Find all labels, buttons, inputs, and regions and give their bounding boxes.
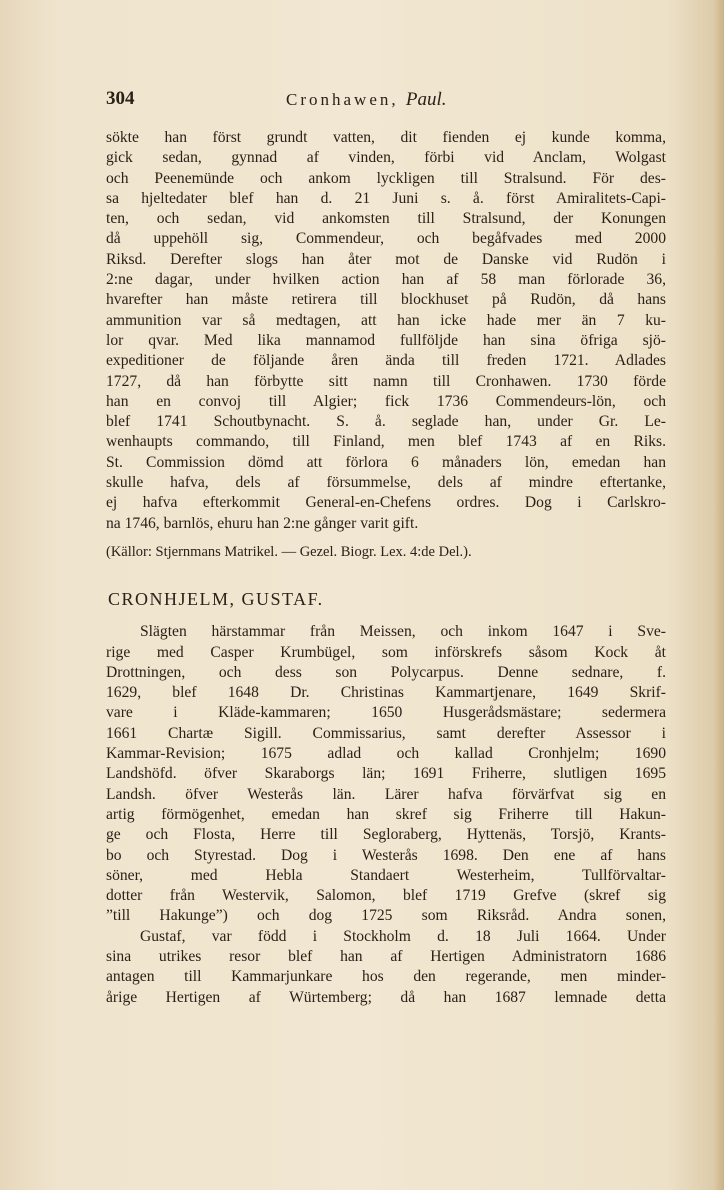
text-line: lor qvar. Med lika mannamod fullföljde han sina öfriga sjö- xyxy=(106,331,666,349)
text-line: ”till Hakunge”) och dog 1725 som Riksråd. Andra sonen, xyxy=(106,907,666,925)
text-line: ammunition var så medtagen, att han icke hade mer än 7 ku- xyxy=(106,311,666,329)
text-line: St. Commission dömd att förlora 6 månaders lön, emedan han xyxy=(106,453,666,471)
text-line: dotter från Westervik, Salomon, blef 1719 Grefve (skref sig xyxy=(106,887,666,905)
source-citation: (Källor: Stjernmans Matrikel. — Gezel. Biogr. Lex. 4:de Del.). xyxy=(106,543,472,560)
text-line: skulle hafva, dels af försummelse, dels af mindre eftertanke, xyxy=(106,474,666,492)
text-line: blef 1741 Schoutbynacht. S. å. seglade han, under Gr. Le- xyxy=(106,413,666,431)
text-line: 1727, då han förbytte sitt namn till Cronhawen. 1730 förde xyxy=(106,372,666,390)
text-line: antagen till Kammarjunkare hos den regerande, men minder- xyxy=(106,968,666,986)
text-line: expeditioner de följande åren ända till freden 1721. Adlades xyxy=(106,352,666,370)
text-line: 1661 Chartæ Sigill. Commissarius, samt derefter Assessor i xyxy=(106,724,666,742)
text-line: wenhaupts commando, till Finland, men blef 1743 af en Riks. xyxy=(106,433,666,451)
text-line: hvarefter han måste retirera till blockhuset på Rudön, då hans xyxy=(106,291,666,309)
text-line: söner, med Hebla Standaert Westerheim, Tullförvaltar- xyxy=(106,866,666,884)
text-line: Drottningen, och dess son Polycarpus. Denne sednare, f. xyxy=(106,663,666,681)
page-number: 304 xyxy=(106,88,135,109)
text-line: ej hafva efterkommit General-en-Chefens ordres. Dog i Carlskro- xyxy=(106,494,666,512)
text-line: Landshöfd. öfver Skaraborgs län; 1691 Friherre, slutligen 1695 xyxy=(106,765,666,783)
text-line: gick sedan, gynnad af vinden, förbi vid Anclam, Wolgast xyxy=(106,149,666,167)
text-line: ge och Flosta, Herre till Segloraberg, Hyttenäs, Torsjö, Krants- xyxy=(106,826,666,844)
page-header xyxy=(106,88,666,114)
running-head-given-name: Paul. xyxy=(405,89,447,110)
text-line: och Peenemünde och ankom lyckligen till Stralsund. För des- xyxy=(106,169,666,187)
text-line: bo och Styrestad. Dog i Westerås 1698. Den ene af hans xyxy=(106,846,666,864)
text-line: ten, och sedan, vid ankomsten till Stralsund, der Konungen xyxy=(106,210,666,228)
text-line: sökte han först grundt vatten, dit fienden ej kunde komma, xyxy=(106,129,666,146)
cronhjelm-entry xyxy=(106,622,666,1008)
text-line: 2:ne dagar, under hvilken action han af 58 man förlorade 36, xyxy=(106,271,666,289)
text-line: sina utrikes resor blef han af Hertigen Administratorn 1686 xyxy=(106,947,666,965)
text-line: sa hjeltedater blef han d. 21 Juni s. å. först Amiralitets-Capi- xyxy=(106,189,666,207)
text-line: Kammar-Revision; 1675 adlad och kallad Cronhjelm; 1690 xyxy=(106,745,666,763)
text-line: Gustaf, var född i Stockholm d. 18 Juli 1664. Under xyxy=(140,927,666,945)
body-text xyxy=(106,128,666,1008)
running-head-surname: Cronhawen, xyxy=(286,90,399,109)
running-head xyxy=(286,89,447,111)
text-line: då uppehöll sig, Commendeur, och begåfvades med 2000 xyxy=(106,230,666,248)
cronhawen-entry-continuation xyxy=(106,128,666,534)
text-line: rige med Casper Krumbügel, som införskrefs såsom Kock åt xyxy=(106,643,666,661)
text-line: årige Hertigen af Würtemberg; då han 1687 lemnade detta xyxy=(106,988,666,1006)
text-line: Landsh. öfver Westerås län. Lärer hafva förvärfvat sig en xyxy=(106,785,666,803)
text-line: 1629, blef 1648 Dr. Christinas Kammartjenare, 1649 Skrif- xyxy=(106,684,666,702)
text-line: artig förmögenhet, emedan han skref sig Friherre till Hakun- xyxy=(106,805,666,823)
text-line: Slägten härstammar från Meissen, och inkom 1647 i Sve- xyxy=(140,623,666,641)
text-line: han en convoj till Algier; fick 1736 Commendeurs-lön, och xyxy=(106,392,666,410)
page-edge xyxy=(714,0,724,1190)
entry-heading: CRONHJELM, GUSTAF. xyxy=(108,589,324,610)
text-line: Riksd. Derefter slogs han åter mot de Danske vid Rudön i xyxy=(106,250,666,268)
text-line: vare i Kläde-kammaren; 1650 Husgerådsmästare; sedermera xyxy=(106,704,666,722)
text-line: na 1746, barnlös, ehuru han 2:ne gånger varit gift. xyxy=(106,514,419,532)
